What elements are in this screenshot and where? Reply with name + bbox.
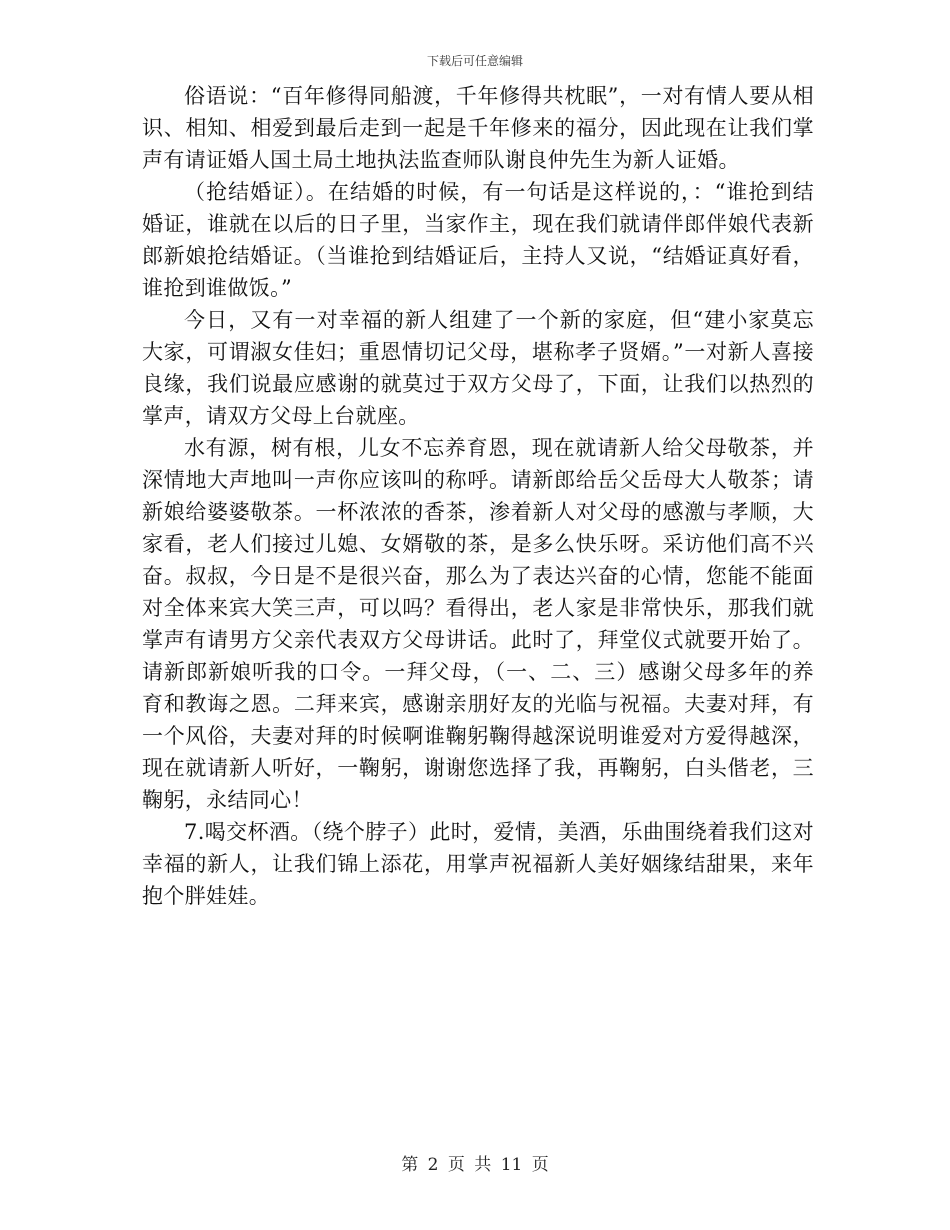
page-header: 下载后可任意编辑 <box>426 54 523 68</box>
paragraph-parents: 今日，又有一对幸福的新人组建了一个新的家庭，但“建小家莫忘大家，可谓淑女佳妇；重恩情切记父母，堪称孝子贤婿。”一对新人喜接良缘，我们说最应感谢的就莫过于双方父母了，下面，让我们以热烈的掌声，请双方父母上台就座。 <box>142 308 814 428</box>
document-body <box>142 80 814 912</box>
paragraph-tea-ceremony: 水有源，树有根，儿女不忘养育恩，现在就请新人给父母敬茶，并深情地大声地叫一声你应该叫的称呼。请新郎给岳父岳母大人敬茶；请新娘给婆婆敬茶。一杯浓浓的香茶，渗着新人对父母的感激与孝顺，大家看，老人们接过儿媳、女婿敬的茶，是多么快乐呀。采访他们高不兴奋。叔叔，今日是不是很兴奋，那么为了表达兴奋的心情，您能不能面对全体来宾大笑三声，可以吗？看得出，老人家是非常快乐，那我们就掌声有请男方父亲代表双方父母讲话。此时了，拜堂仪式就要开始了。请新郎新娘听我的口令。一拜父母，（一、二、三）感谢父母多年的养育和教诲之恩。二拜来宾，感谢亲朋好友的光临与祝福。夫妻对拜，有一个风俗，夫妻对拜的时候啊谁鞠躬鞠得越深说明谁爱对方爱得越深，现在就请新人听好，一鞠躬，谢谢您选择了我，再鞠躬，白头偕老，三鞠躬，永结同心！ <box>142 436 814 812</box>
page-number: 第 2 页 共 11 页 <box>401 1155 549 1175</box>
paragraph-marriage-certificate: （抢结婚证）。在结婚的时候，有一句话是这样说的，：“谁抢到结婚证，谁就在以后的日子里，当家作主，现在我们就请伴郎伴娘代表新郎新娘抢结婚证。（当谁抢到结婚证后，主持人又说，“结婚证真好看，谁抢到谁做饭。” <box>142 180 814 300</box>
paragraph-cross-cup-wine: 7.喝交杯酒。（绕个脖子）此时，爱情，美酒，乐曲围绕着我们这对幸福的新人，让我们锦上添花，用掌声祝福新人美好姻缘结甜果，来年抱个胖娃娃。 <box>142 820 814 908</box>
paragraph-witness: 俗语说：“百年修得同船渡，千年修得共枕眠”，一对有情人要从相识、相知、相爱到最后走到一起是千年修来的福分，因此现在让我们掌声有请证婚人国土局土地执法监查师队谢良仲先生为新人证婚。 <box>142 84 814 172</box>
